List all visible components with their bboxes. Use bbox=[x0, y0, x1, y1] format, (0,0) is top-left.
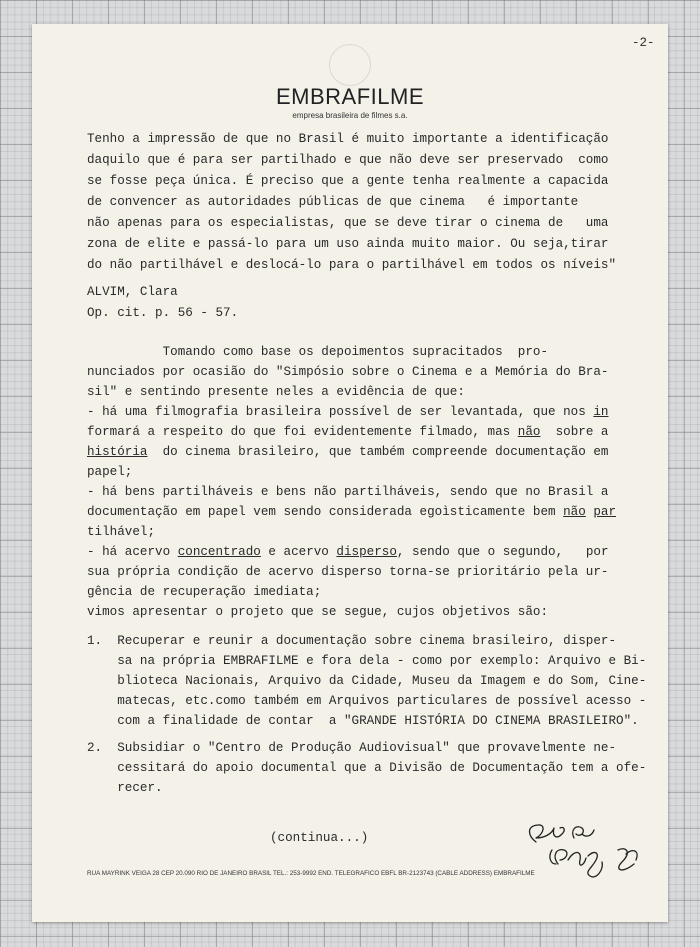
watermark-emblem bbox=[329, 44, 371, 86]
quote-line: do não partilhável e deslocá-lo para o partilhável em todos os níveis" bbox=[87, 258, 617, 272]
point-1-line-4: papel; bbox=[87, 465, 133, 479]
point-3-line-1: - há acervo concentrado e acervo disperso, sendo que o segundo, por bbox=[87, 545, 609, 559]
objective-1-line: sa na própria EMBRAFILME e fora dela - como por exemplo: Arquivo e Bi- bbox=[87, 654, 647, 668]
point-1-line-3: história do cinema brasileiro, que também compreende documentação em bbox=[87, 445, 609, 459]
objective-1-line: com a finalidade de contar a "GRANDE HISTÓRIA DO CINEMA BRASILEIRO". bbox=[87, 714, 639, 728]
quote-line: daquilo que é para ser partilhado e que não deve ser preservado como bbox=[87, 153, 609, 167]
handwritten-signature bbox=[522, 820, 662, 900]
citation-reference: Op. cit. p. 56 - 57. bbox=[87, 306, 239, 320]
body-line: nunciados por ocasião do "Simpósio sobre o Cinema e a Memória do Bra- bbox=[87, 365, 609, 379]
point-2-line-3: tilhável; bbox=[87, 525, 156, 539]
quote-line: se fosse peça única. É preciso que a gente tenha realmente a capacida bbox=[87, 174, 609, 188]
letterhead-brand: EMBRAFILME bbox=[275, 84, 425, 109]
citation-author: ALVIM, Clara bbox=[87, 285, 178, 299]
body-line: sil" e sentindo presente neles a evidência de que: bbox=[87, 385, 465, 399]
objective-2-line: recer. bbox=[87, 781, 163, 795]
body-line: Tomando como base os depoimentos supracitados pro- bbox=[87, 345, 549, 359]
quote-line: Tenho a impressão de que no Brasil é muito importante a identificação bbox=[87, 132, 609, 146]
document-page bbox=[32, 24, 668, 922]
objectives-intro: vimos apresentar o projeto que se segue, cujos objetivos são: bbox=[87, 605, 549, 619]
point-2-line-2: documentação em papel vem sendo considerada egoìsticamente bem não par bbox=[87, 505, 617, 519]
continues-note: (continua...) bbox=[270, 831, 369, 845]
page-number: -2- bbox=[632, 36, 655, 50]
quote-line: zona de elite e passá-lo para um uso ainda muito maior. Ou seja,tirar bbox=[87, 237, 609, 251]
quote-line: não apenas para os especialistas, que se deve tirar o cinema de uma bbox=[87, 216, 609, 230]
point-1-line-1: - há uma filmografia brasileira possível de ser levantada, que nos in bbox=[87, 405, 609, 419]
objective-2-line: 2. Subsidiar o "Centro de Produção Audiovisual" que provavelmente ne- bbox=[87, 741, 617, 755]
point-1-line-2: formará a respeito do que foi evidentemente filmado, mas não sobre a bbox=[87, 425, 609, 439]
objective-1-line: 1. Recuperar e reunir a documentação sobre cinema brasileiro, disper- bbox=[87, 634, 617, 648]
objective-1-line: blioteca Nacionais, Arquivo da Cidade, Museu da Imagem e do Som, Cine- bbox=[87, 674, 647, 688]
objective-2-line: cessitará do apoio documental que a Divisão de Documentação tem a ofe- bbox=[87, 761, 647, 775]
letterhead-subtitle: empresa brasileira de filmes s.a. bbox=[292, 111, 408, 120]
objective-1-line: matecas, etc.como também em Arquivos particulares de possível acesso - bbox=[87, 694, 647, 708]
letterhead-footer: RUA MAYRINK VEIGA 28 CEP 20.090 RIO DE JANEIRO BRASIL TEL.: 253-9992 END. TELEGRÁFICO EBFL BR-2123743 (CABLE ADDRESS) EMBRAFILME bbox=[87, 870, 535, 877]
point-2-line-1: - há bens partilháveis e bens não partilháveis, sendo que no Brasil a bbox=[87, 485, 609, 499]
point-3-line-2: sua própria condição de acervo disperso torna-se prioritário pela ur- bbox=[87, 565, 609, 579]
point-3-line-3: gência de recuperação imediata; bbox=[87, 585, 322, 599]
quote-line: de convencer as autoridades públicas de que cinema é importante bbox=[87, 195, 579, 209]
